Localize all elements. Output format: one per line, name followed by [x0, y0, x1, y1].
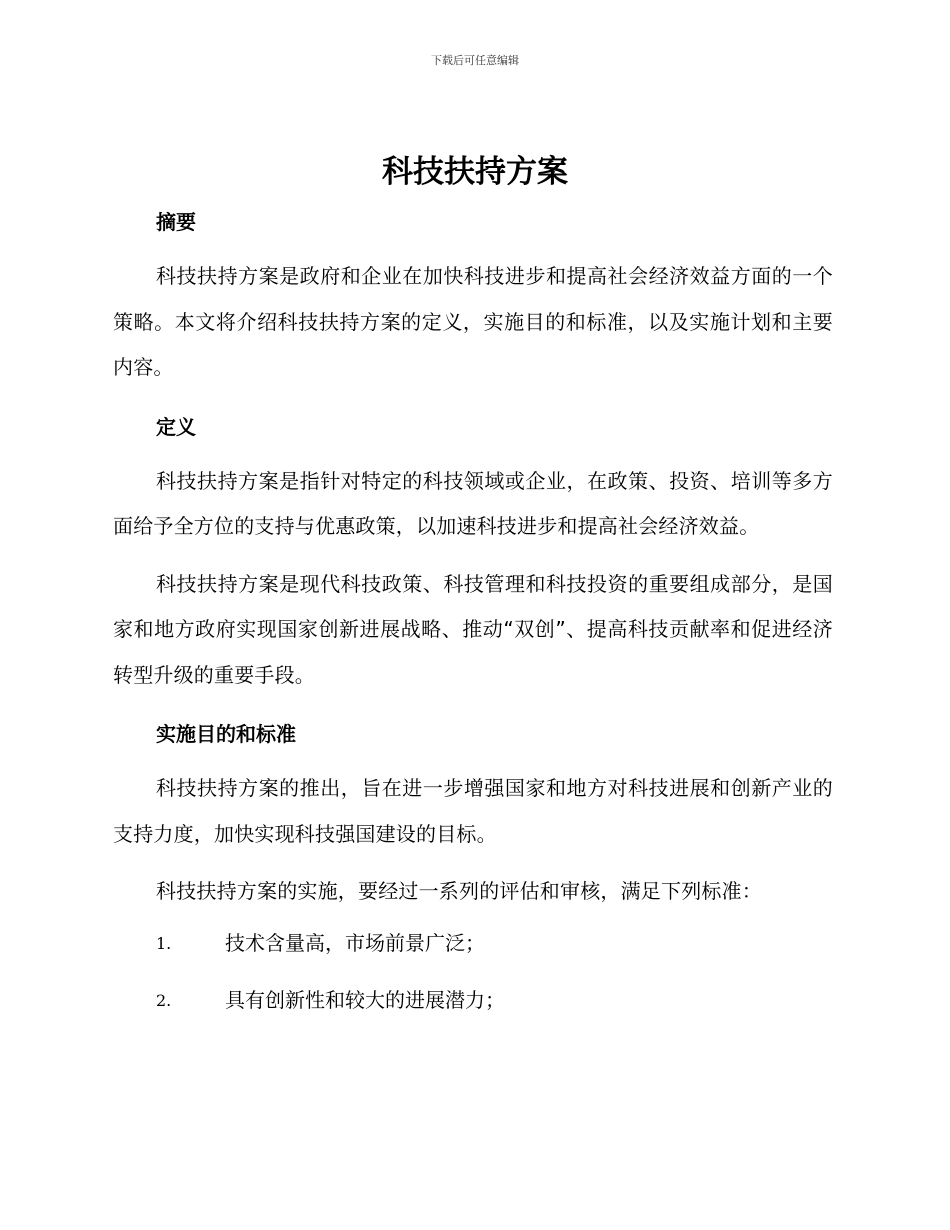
section-heading-abstract: 摘要: [156, 210, 196, 234]
definition-paragraph-1: 科技扶持方案是指针对特定的科技领域或企业，在政策、投资、培训等多方面给予全方位的支持与优惠政策，以加速科技进步和提高社会经济效益。: [113, 468, 833, 538]
document-body: [113, 198, 833, 1029]
section-heading-definition: 定义: [156, 414, 196, 439]
criteria-number: 2.: [156, 990, 172, 1010]
criteria-text: 具有创新性和较大的进展潜力；: [225, 987, 505, 1012]
abstract-paragraph: 科技扶持方案是政府和企业在加快科技进步和提高社会经济效益方面的一个策略。本文将介绍科技扶持方案的定义，实施目的和标准，以及实施计划和主要内容。: [113, 264, 833, 379]
document-title: 科技扶持方案: [382, 154, 568, 190]
criteria-list-item: [113, 972, 833, 1029]
section-heading-goals: 实施目的和标准: [156, 722, 296, 746]
criteria-text: 技术含量高，市场前景广泛；: [225, 930, 485, 955]
goals-paragraph-2: 科技扶持方案的实施，要经过一系列的评估和审核，满足下列标准：: [156, 879, 762, 903]
definition-paragraph-2: 科技扶持方案是现代科技政策、科技管理和科技投资的重要组成部分，是国家和地方政府实现国家创新进展战略、推动“双创”、提高科技贡献率和促进经济转型升级的重要手段。: [113, 571, 833, 687]
criteria-number: 1.: [156, 933, 172, 953]
page-header-note: 下载后可任意编辑: [431, 54, 519, 67]
goals-paragraph-1: 科技扶持方案的推出，旨在进一步增强国家和地方对科技进展和创新产业的支持力度，加快实现科技强国建设的目标。: [113, 776, 833, 846]
criteria-list-item: [113, 915, 833, 972]
